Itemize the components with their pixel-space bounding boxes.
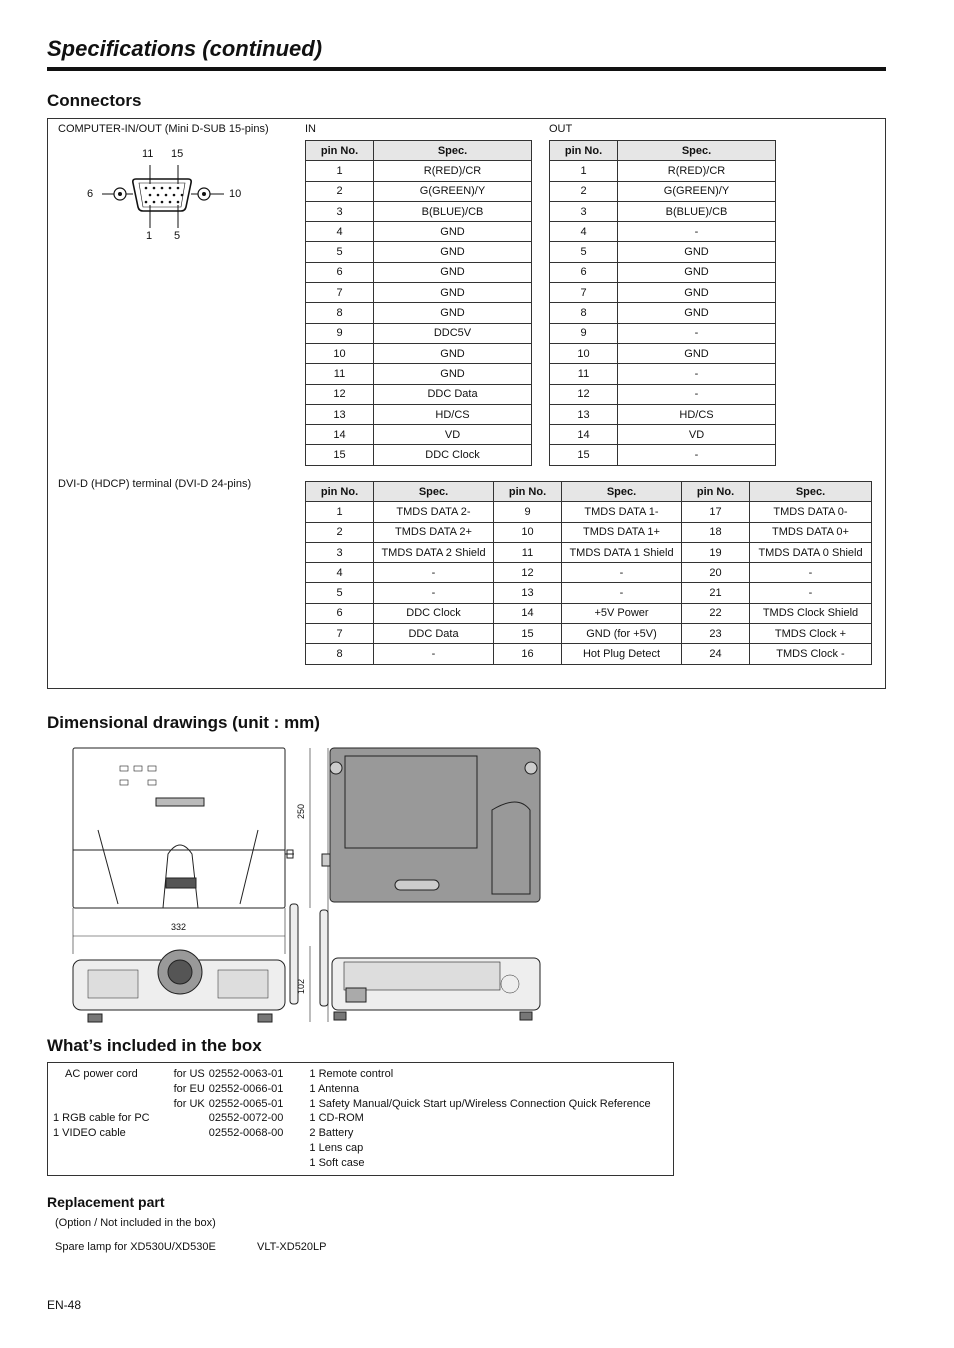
dvi-spec-cell: TMDS DATA 2 Shield <box>374 542 494 562</box>
out-spec-cell: - <box>618 222 776 242</box>
in-pin-cell: 11 <box>306 364 374 384</box>
width-dimension-label: 332 <box>171 922 187 932</box>
out-row <box>550 161 776 181</box>
in-row <box>306 161 532 181</box>
out-pin-cell: 15 <box>550 445 618 465</box>
in-spec-cell: GND <box>374 222 532 242</box>
dvi-spec-cell: TMDS DATA 0+ <box>750 522 872 542</box>
in-label: IN <box>305 123 316 135</box>
in-pin-cell: 3 <box>306 201 374 221</box>
pin-label-5: 5 <box>174 230 181 242</box>
replacement-heading: Replacement part <box>47 1194 165 1210</box>
dvi-spec-cell: TMDS Clock Shield <box>750 603 872 623</box>
out-col-pin: pin No. <box>550 141 618 161</box>
included-part-number: 02552-0063-01 <box>208 1068 284 1080</box>
dvi-pin-cell: 23 <box>682 624 750 644</box>
out-row <box>550 262 776 282</box>
in-spec-cell: GND <box>374 262 532 282</box>
dvi-col-pin-2: pin No. <box>494 482 562 502</box>
out-row <box>550 445 776 465</box>
out-spec-cell: - <box>618 384 776 404</box>
in-row <box>306 425 532 445</box>
page-title: Specifications (continued) <box>47 36 323 61</box>
dvi-spec-cell: TMDS DATA 2- <box>374 502 494 522</box>
dvi-pin-cell: 22 <box>682 603 750 623</box>
dvi-pin-cell: 8 <box>306 644 374 664</box>
out-pin-cell: 4 <box>550 222 618 242</box>
included-item: 1 Lens cap <box>309 1141 364 1154</box>
in-col-pin: pin No. <box>306 141 374 161</box>
out-spec-cell: GND <box>618 343 776 363</box>
in-row <box>306 262 532 282</box>
included-item: 1 CD-ROM <box>309 1112 364 1125</box>
out-pin-cell: 12 <box>550 384 618 404</box>
dvi-col-spec-1: Spec. <box>374 482 494 502</box>
out-row <box>550 181 776 201</box>
included-item: 1 Remote control <box>309 1068 394 1080</box>
pin-label-15: 15 <box>171 148 184 160</box>
dvi-pin-cell: 14 <box>494 603 562 623</box>
in-pin-table <box>305 140 532 466</box>
out-label: OUT <box>549 123 573 135</box>
in-spec-cell: GND <box>374 343 532 363</box>
dvi-spec-cell: TMDS DATA 2+ <box>374 522 494 542</box>
in-spec-cell: DDC Data <box>374 384 532 404</box>
dvi-pin-cell: 6 <box>306 603 374 623</box>
pin-label-10: 10 <box>229 188 242 200</box>
dvi-pin-cell: 5 <box>306 583 374 603</box>
dvi-spec-cell: - <box>374 583 494 603</box>
pin-label-1: 1 <box>146 230 153 242</box>
height-dimension-label: 102 <box>296 978 306 994</box>
included-table <box>53 1067 655 1171</box>
included-item: 1 Soft case <box>309 1156 365 1169</box>
dvi-spec-cell: GND (for +5V) <box>562 624 682 644</box>
included-item <box>53 1097 174 1112</box>
out-spec-cell: GND <box>618 262 776 282</box>
depth-dimension-label: 250 <box>296 803 306 819</box>
in-pin-cell: 2 <box>306 181 374 201</box>
dvi-spec-cell: DDC Data <box>374 624 494 644</box>
in-spec-cell: GND <box>374 303 532 323</box>
out-spec-cell: G(GREEN)/Y <box>618 181 776 201</box>
in-spec-cell: GND <box>374 283 532 303</box>
dvi-row <box>306 563 872 583</box>
included-item: AC power cord <box>65 1068 138 1080</box>
dvi-pin-cell: 13 <box>494 583 562 603</box>
dvi-pin-cell: 15 <box>494 624 562 644</box>
included-part-number: 02552-0066-01 <box>208 1082 284 1095</box>
included-item: 1 Antenna <box>309 1082 359 1095</box>
dvi-pin-cell: 2 <box>306 522 374 542</box>
dvi-row <box>306 542 872 562</box>
in-pin-cell: 4 <box>306 222 374 242</box>
out-row <box>550 384 776 404</box>
dvi-col-spec-2: Spec. <box>562 482 682 502</box>
dvi-col-spec-3: Spec. <box>750 482 872 502</box>
in-row <box>306 242 532 262</box>
dvi-spec-cell: - <box>562 583 682 603</box>
out-pin-cell: 8 <box>550 303 618 323</box>
out-pin-cell: 14 <box>550 425 618 445</box>
out-pin-cell: 3 <box>550 201 618 221</box>
in-pin-cell: 7 <box>306 283 374 303</box>
out-row <box>550 364 776 384</box>
dvi-spec-cell: TMDS Clock + <box>750 624 872 644</box>
out-row <box>550 283 776 303</box>
out-pin-cell: 10 <box>550 343 618 363</box>
dvi-spec-cell: DDC Clock <box>374 603 494 623</box>
out-row <box>550 404 776 424</box>
dvi-spec-cell: TMDS DATA 0- <box>750 502 872 522</box>
dimensions-heading: Dimensional drawings (unit : mm) <box>47 713 320 732</box>
out-pin-cell: 5 <box>550 242 618 262</box>
included-region: for UK <box>173 1097 205 1110</box>
in-pin-cell: 10 <box>306 343 374 363</box>
out-row <box>550 242 776 262</box>
dvi-pin-cell: 9 <box>494 502 562 522</box>
in-spec-cell: DDC5V <box>374 323 532 343</box>
included-part-number: 02552-0065-01 <box>208 1097 284 1110</box>
in-pin-cell: 9 <box>306 323 374 343</box>
dvi-spec-cell: - <box>374 563 494 583</box>
included-part-number: 02552-0068-00 <box>208 1127 284 1140</box>
included-item: 2 Battery <box>309 1127 354 1140</box>
included-item: 1 VIDEO cable <box>53 1127 126 1140</box>
dimensional-drawing <box>68 744 546 1026</box>
dvi-pin-cell: 24 <box>682 644 750 664</box>
dvi-spec-cell: +5V Power <box>562 603 682 623</box>
dvi-pin-cell: 16 <box>494 644 562 664</box>
out-row <box>550 201 776 221</box>
dvi-spec-cell: - <box>374 644 494 664</box>
included-region <box>174 1126 209 1141</box>
out-spec-cell: HD/CS <box>618 404 776 424</box>
title-rule <box>47 67 886 71</box>
out-pin-cell: 1 <box>550 161 618 181</box>
replacement-note: (Option / Not included in the box) <box>55 1217 216 1229</box>
in-row <box>306 404 532 424</box>
dvi-pin-cell: 10 <box>494 522 562 542</box>
in-pin-cell: 1 <box>306 161 374 181</box>
in-spec-cell: GND <box>374 242 532 262</box>
in-pin-cell: 13 <box>306 404 374 424</box>
out-pin-table <box>549 140 776 466</box>
out-spec-cell: GND <box>618 303 776 323</box>
in-spec-cell: B(BLUE)/CB <box>374 201 532 221</box>
dvi-pin-cell: 11 <box>494 542 562 562</box>
replacement-part-number: VLT-XD520LP <box>257 1241 327 1253</box>
in-spec-cell: VD <box>374 425 532 445</box>
out-pin-cell: 11 <box>550 364 618 384</box>
in-spec-cell: G(GREEN)/Y <box>374 181 532 201</box>
in-row <box>306 222 532 242</box>
in-row <box>306 384 532 404</box>
out-spec-cell: - <box>618 364 776 384</box>
out-pin-cell: 7 <box>550 283 618 303</box>
dvi-spec-cell: TMDS DATA 1+ <box>562 522 682 542</box>
in-row <box>306 343 532 363</box>
out-pin-cell: 9 <box>550 323 618 343</box>
dvi-pin-cell: 1 <box>306 502 374 522</box>
included-heading: What’s included in the box <box>47 1036 262 1055</box>
in-row <box>306 445 532 465</box>
connectors-heading: Connectors <box>47 91 142 110</box>
included-region <box>174 1111 209 1126</box>
dvi-connector-label: DVI-D (HDCP) terminal (DVI-D 24-pins) <box>58 478 252 490</box>
dvi-spec-cell: Hot Plug Detect <box>562 644 682 664</box>
dvi-row <box>306 603 872 623</box>
in-spec-cell: R(RED)/CR <box>374 161 532 181</box>
out-spec-cell: GND <box>618 242 776 262</box>
dvi-spec-cell: TMDS Clock - <box>750 644 872 664</box>
out-row <box>550 323 776 343</box>
dvi-spec-cell: TMDS DATA 1- <box>562 502 682 522</box>
out-spec-cell: R(RED)/CR <box>618 161 776 181</box>
in-pin-cell: 14 <box>306 425 374 445</box>
dvi-spec-cell: TMDS DATA 1 Shield <box>562 542 682 562</box>
in-row <box>306 323 532 343</box>
dvi-row <box>306 522 872 542</box>
out-col-spec: Spec. <box>618 141 776 161</box>
out-row <box>550 303 776 323</box>
in-pin-cell: 12 <box>306 384 374 404</box>
out-spec-cell: - <box>618 445 776 465</box>
out-spec-cell: B(BLUE)/CB <box>618 201 776 221</box>
in-spec-cell: DDC Clock <box>374 445 532 465</box>
in-pin-cell: 8 <box>306 303 374 323</box>
included-region: for US <box>173 1068 205 1080</box>
included-part-number: 02552-0072-00 <box>208 1112 284 1125</box>
out-pin-cell: 13 <box>550 404 618 424</box>
dvi-spec-cell: TMDS DATA 0 Shield <box>750 542 872 562</box>
in-row <box>306 364 532 384</box>
in-pin-cell: 6 <box>306 262 374 282</box>
out-pin-cell: 2 <box>550 181 618 201</box>
dvi-col-pin-3: pin No. <box>682 482 750 502</box>
in-pin-cell: 5 <box>306 242 374 262</box>
dvi-row <box>306 644 872 664</box>
included-item: 1 Safety Manual/Quick Start up/Wireless Connection Quick Reference <box>309 1097 651 1110</box>
page-number: EN-48 <box>47 1298 82 1312</box>
in-pin-cell: 15 <box>306 445 374 465</box>
dvi-pin-table <box>305 481 872 665</box>
dvi-col-pin-1: pin No. <box>306 482 374 502</box>
replacement-item: Spare lamp for XD530U/XD530E <box>55 1241 216 1253</box>
dvi-pin-cell: 19 <box>682 542 750 562</box>
in-row <box>306 283 532 303</box>
included-item: 1 RGB cable for PC <box>53 1112 150 1125</box>
out-spec-cell: GND <box>618 283 776 303</box>
dvi-spec-cell: - <box>750 583 872 603</box>
in-row <box>306 303 532 323</box>
dvi-row <box>306 583 872 603</box>
dvi-pin-cell: 3 <box>306 542 374 562</box>
in-spec-cell: HD/CS <box>374 404 532 424</box>
in-col-spec: Spec. <box>374 141 532 161</box>
dvi-pin-cell: 12 <box>494 563 562 583</box>
in-row <box>306 181 532 201</box>
dvi-spec-cell: - <box>750 563 872 583</box>
dvi-row <box>306 624 872 644</box>
computer-connector-label: COMPUTER-IN/OUT (Mini D-SUB 15-pins) <box>58 123 269 135</box>
dvi-row <box>306 502 872 522</box>
out-row <box>550 222 776 242</box>
out-row <box>550 425 776 445</box>
pin-label-11: 11 <box>142 148 154 160</box>
out-pin-cell: 6 <box>550 262 618 282</box>
dvi-pin-cell: 21 <box>682 583 750 603</box>
included-region: for EU <box>173 1082 205 1095</box>
dvi-pin-cell: 4 <box>306 563 374 583</box>
out-spec-cell: - <box>618 323 776 343</box>
included-item <box>53 1082 174 1097</box>
pin-label-6: 6 <box>87 188 94 200</box>
dvi-pin-cell: 20 <box>682 563 750 583</box>
out-spec-cell: VD <box>618 425 776 445</box>
dvi-spec-cell: - <box>562 563 682 583</box>
in-spec-cell: GND <box>374 364 532 384</box>
in-row <box>306 201 532 221</box>
dvi-pin-cell: 17 <box>682 502 750 522</box>
dvi-pin-cell: 7 <box>306 624 374 644</box>
out-row <box>550 343 776 363</box>
dvi-pin-cell: 18 <box>682 522 750 542</box>
